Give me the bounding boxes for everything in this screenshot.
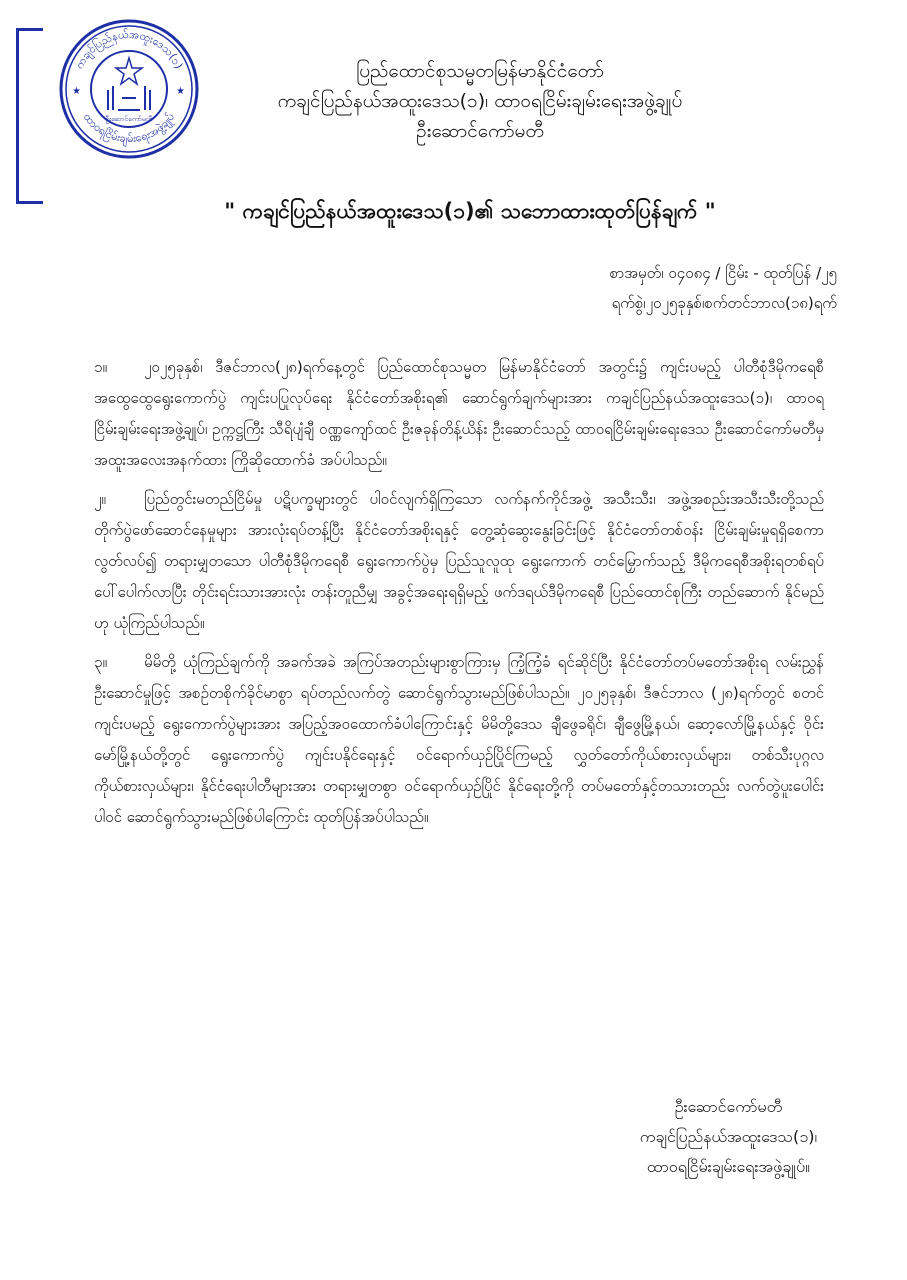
letter-date: ရက်စွဲ၊၂၀၂၅ခုနှစ်၊စက်တင်ဘာလ(၁၈)ရက် <box>611 294 837 312</box>
seal-bottom-text: ထာဝရငြိမ်းချမ်းရေးအဖွဲ့ချုပ် <box>80 110 177 146</box>
paragraph-1 <box>94 352 824 476</box>
statement-title: " ကချင်ပြည်နယ်အထူးဒေသ(၁)၏ သဘောထားထုတ်ပြန်ချက် " <box>224 199 716 223</box>
paragraph-text: ၂၀၂၅ခုနှစ်၊ ဒီဇင်ဘာလ(၂၈)ရက်နေ့တွင် ပြည်ထောင်စုသမ္မတ မြန်မာနိုင်ငံတော် အတွင်း၌ ကျင်းပမည့် ပါတီစုံဒီမိုကရေစီ အထွေထွေရွေးကောက်ပွဲ ကျင်းပပြုလုပ်ရေး နိုင်ငံတော်အစိုးရ၏ ဆောင်ရွက်ချက်များအား ကချင်ပြည်နယ်အထူးဒေသ(၁)၊ ထာဝရ ငြိမ်းချမ်းရေးအဖွဲ့ချုပ်၊ ဥက္ကဋ္ဌကြီး သီရိပျံချီ ဝဏ္ဏကျော်ထင် ဦးဇခုန်တိန့်ယိန်း ဦးဆောင်သည့် ထာဝရငြိမ်းချမ်းရေးဒေသ ဦးဆောင်ကော်မတီမှ အထူးအလေးအနက်ထား ကြိုဆိုထောက်ခံ အပ်ပါသည်။ <box>94 358 824 469</box>
margin-bracket <box>16 28 43 204</box>
organization-seal-icon <box>58 18 200 160</box>
paragraph-number: ၃။ <box>94 653 107 671</box>
seal-top-text: ကချင်ပြည်နယ်အထူးဒေသ(၁) <box>72 27 186 71</box>
reference-block <box>610 258 837 318</box>
letterhead <box>200 56 760 146</box>
svg-text:★: ★ <box>72 86 81 97</box>
paragraph-text: မိမိတို့ ယုံကြည်ချက်ကို အခက်အခဲ အကြပ်အတည်းများစွာကြားမှ ကြံ့ကြံ့ခံ ရင်ဆိုင်ပြီး နိုင်ငံတော်တပ်မတော်အစိုးရ လမ်းညွှန်ဦးဆောင်မှုဖြင့် အစဉ်တစိုက်ခိုင်မာစွာ ရပ်တည်လက်တွဲ ဆောင်ရွက်သွားမည်ဖြစ်ပါသည်။ ၂၀၂၅ခုနှစ်၊ ဒီဇင်ဘာလ (၂၈)ရက်တွင် စတင်ကျင်းပမည့် ရွေးကောက်ပွဲများအား အပြည့်အဝထောက်ခံပါကြောင်းနှင့် မိမိတို့ဒေသ ချီဖွေခရိုင်၊ ချီဖွေမြို့နယ်၊ ဆော့လော်မြို့နယ်နှင့် ဝိုင်းမော်မြို့နယ်တို့တွင် ရွေးကောက်ပွဲ ကျင်းပနိုင်ရေးနှင့် ဝင်ရောက်ယှဉ်ပြိုင်ကြမည့် လွှတ်တော်ကိုယ်စားလှယ်များ၊ တစ်သီးပုဂ္ဂလ ကိုယ်စားလှယ်များ၊ နိုင်ငံရေးပါတီများအား တရားမျှတစွာ ဝင်ရောက်ယှဉ်ပြိုင် နိုင်ရေးတို့ကို တပ်မတော်နှင့်တသားတည်း လက်တွဲပူးပေါင်းပါဝင် ဆောင်ရွက်သွားမည်ဖြစ်ပါကြောင်း ထုတ်ပြန်အပ်ပါသည်။ <box>94 653 824 826</box>
signature-block <box>640 1092 817 1182</box>
statement-body <box>94 352 824 841</box>
paragraph-3 <box>94 647 824 833</box>
signature-committee: ဦးဆောင်ကော်မတီ <box>674 1097 783 1116</box>
header-committee: ဦးဆောင်ကော်မတီ <box>416 120 544 142</box>
header-country: ပြည်ထောင်စုသမ္မတမြန်မာနိုင်ငံတော် <box>356 60 604 82</box>
signature-organization: ထာဝရငြိမ်းချမ်းရေးအဖွဲ့ချုပ်။ <box>646 1157 810 1176</box>
svg-text:★: ★ <box>176 86 185 97</box>
paragraph-2 <box>94 484 824 639</box>
signature-region: ကချင်ပြည်နယ်အထူးဒေသ(၁)၊ <box>639 1127 817 1146</box>
paragraph-text: ပြည်တွင်းမတည်ငြိမ်မှု ပဋိပက္ခများတွင် ပါဝင်လျက်ရှိကြသော လက်နက်ကိုင်အဖွဲ့ အသီးသီး၊ အဖွဲ့အစည်းအသီးသီးတို့သည် တိုက်ပွဲဖော်ဆောင်နေမှုများ အားလုံးရပ်တန့်ပြီး နိုင်ငံတော်အစိုးရနှင့် တွေ့ဆုံဆွေးနွေးခြင်းဖြင့် နိုင်ငံတော်တစ်ဝန်း ငြိမ်းချမ်းမှုရရှိစေကာ လွတ်လပ်၍ တရားမျှတသော ပါတီစုံဒီမိုကရေစီ ရွေးကောက်ပွဲမှ ပြည်သူလူထု ရွေးကောက် တင်မြှောက်သည့် ဒီမိုကရေစီအစိုးရတစ်ရပ် ပေါ်ပေါက်လာပြီး တိုင်းရင်းသားအားလုံး တန်းတူညီမျှ အခွင့်အရေးရရှိမည့် ဖက်ဒရယ်ဒီမိုကရေစီ ပြည်ထောင်စုကြီး တည်ဆောက် နိုင်မည်ဟု ယုံကြည်ပါသည်။ <box>94 490 824 632</box>
header-organization: ကချင်ပြည်နယ်အထူးဒေသ(၁)၊ ထာဝရငြိမ်းချမ်းရေးအဖွဲ့ချုပ် <box>277 90 683 112</box>
letter-number: စာအမှတ်၊ ၀၄၀၈၄ / ငြိမ်း - ထုတ်ပြန် /၂၅ <box>609 264 837 282</box>
seal-center-text: ဦးဆောင်ကော်မတီ <box>105 115 153 123</box>
paragraph-number: ၂။ <box>94 490 106 508</box>
paragraph-number: ၁။ <box>94 358 107 376</box>
